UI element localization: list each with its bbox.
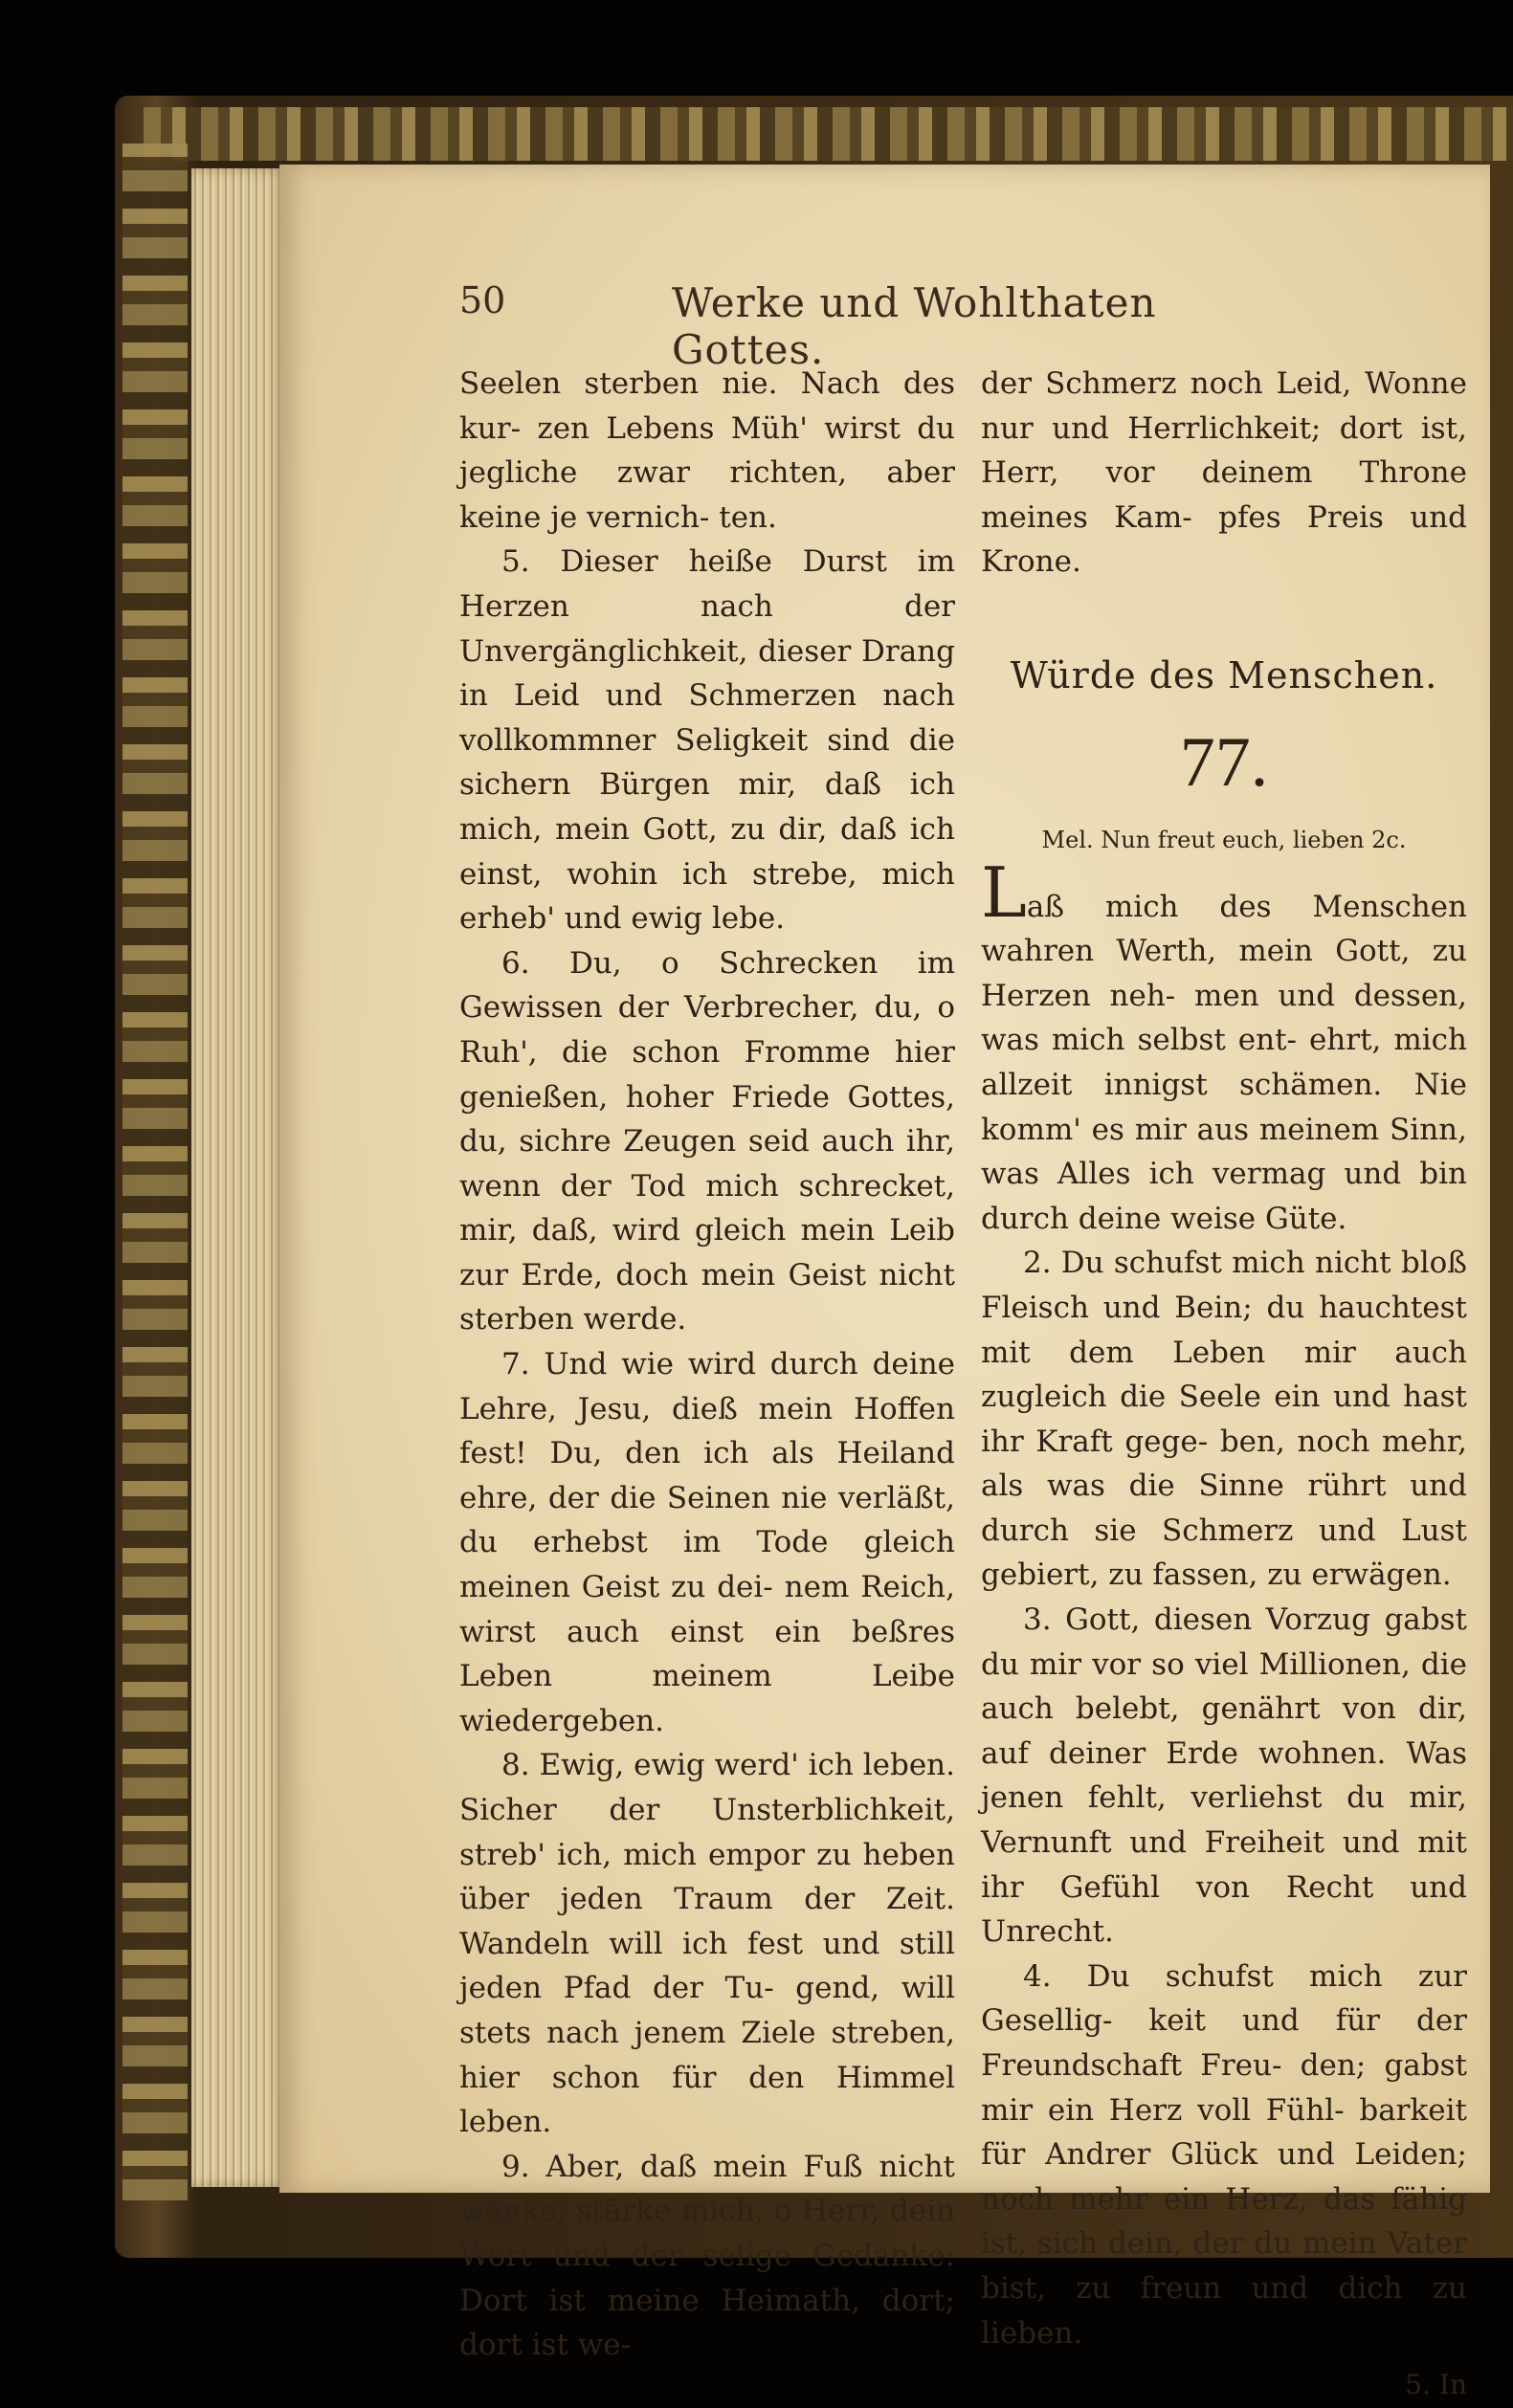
left-column	[459, 362, 955, 2368]
melody-line: Mel. Nun freut euch, lieben 2c.	[1041, 826, 1407, 853]
verse-2: 2. Du schufst mich nicht bloß Fleisch und Bein; du hauchtest mit dem Leben mir auch zugleich die Seele ein und hast ihr Kraft gege- ben, noch mehr, als was die Sinne rührt und durch sie Schmerz und Lust gebiert, zu fassen, zu erwägen.	[981, 1246, 1467, 1593]
page-header	[459, 279, 1244, 373]
section-title: Würde des Menschen.	[1010, 653, 1438, 696]
verse-8: 8. Ewig, ewig werd' ich leben. Sicher der Unsterblichkeit, streb' ich, mich empor zu heben über jeden Traum der Zeit. Wandeln will ich fest und still jeden Pfad der Tu- gend, will stets nach jenem Ziele streben, hier schon für den Himmel leben.	[459, 1748, 955, 2140]
cover-ornament-left	[122, 144, 188, 2200]
right-column	[981, 362, 1467, 2408]
verse-7: 7. Und wie wird durch deine Lehre, Jesu, dieß mein Hoffen fest! Du, den ich als Heiland ehre, der die Seinen nie verläßt, du erhebst im Tode gleich meinen Geist zu dei- nem Reich, wirst auch einst ein beßres Leben meinem Leibe wiedergeben.	[459, 1347, 955, 1738]
verse-5: 5. Dieser heiße Durst im Herzen nach der Unvergänglichkeit, dieser Drang in Leid und Schmerzen nach vollkommner Seligkeit sind die sichern Bürgen mir, daß ich mich, mein Gott, zu dir, daß ich einst, wohin ich strebe, mich erheb' und ewig lebe.	[459, 544, 955, 937]
verse-continuation-right: der Schmerz noch Leid, Wonne nur und Herrlichkeit; dort ist, Herr, vor deinem Throne meines Kam- pfes Preis und Krone.	[981, 366, 1467, 580]
verse-4: 4. Du schufst mich zur Gesellig- keit und für der Freundschaft Freu- den; gabst mir ein Herz voll Fühl- barkeit für Andrer Glück und Leiden; noch mehr ein Herz, das fähig ist, sich dein, der du mein Vater bist, zu freun und dich zu lieben.	[981, 1958, 1467, 2351]
verse-3: 3. Gott, diesen Vorzug gabst du mir vor so viel Millionen, die auch belebt, genährt von dir, auf deiner Erde wohnen. Was jenen fehlt, verliehst du mir, Vernunft und Freiheit und mit ihr Gefühl von Recht und Unrecht.	[981, 1602, 1467, 1950]
cover-ornament-top	[144, 107, 1513, 161]
page-edges	[191, 168, 287, 2187]
page-number: 50	[459, 279, 506, 321]
running-title: Werke und Wohlthaten Gottes.	[672, 279, 1157, 373]
hymn-number: 77.	[1179, 722, 1269, 802]
verse-9: 9. Aber, daß mein Fuß nicht wanke, stärke mich, o Herr, dein Wort und der selige Gedanke: Dort ist meine Heimath, dort; dort ist we-	[459, 2149, 955, 2363]
verse-continuation: Seelen sterben nie. Nach des kur- zen Lebens Müh' wirst du jegliche zwar richten, aber keine je vernich- ten.	[459, 366, 955, 535]
catchword: 5. In	[1405, 2369, 1467, 2401]
verse-1: Laß mich des Menschen wahren Werth, mein Gott, zu Herzen neh- men und dessen, was mich selbst ent- ehrt, mich allzeit innigst schämen. Nie komm' es mir aus meinem Sinn, was Alles ich vermag und bin durch deine weise Güte.	[981, 851, 1467, 1236]
verse-6: 6. Du, o Schrecken im Gewissen der Verbrecher, du, o Ruh', die schon Fromme hier genießen, hoher Friede Gottes, du, sichre Zeugen seid auch ihr, wenn der Tod mich schrecket, mir, daß, wird gleich mein Leib zur Erde, doch mein Geist nicht sterben werde.	[459, 945, 955, 1337]
